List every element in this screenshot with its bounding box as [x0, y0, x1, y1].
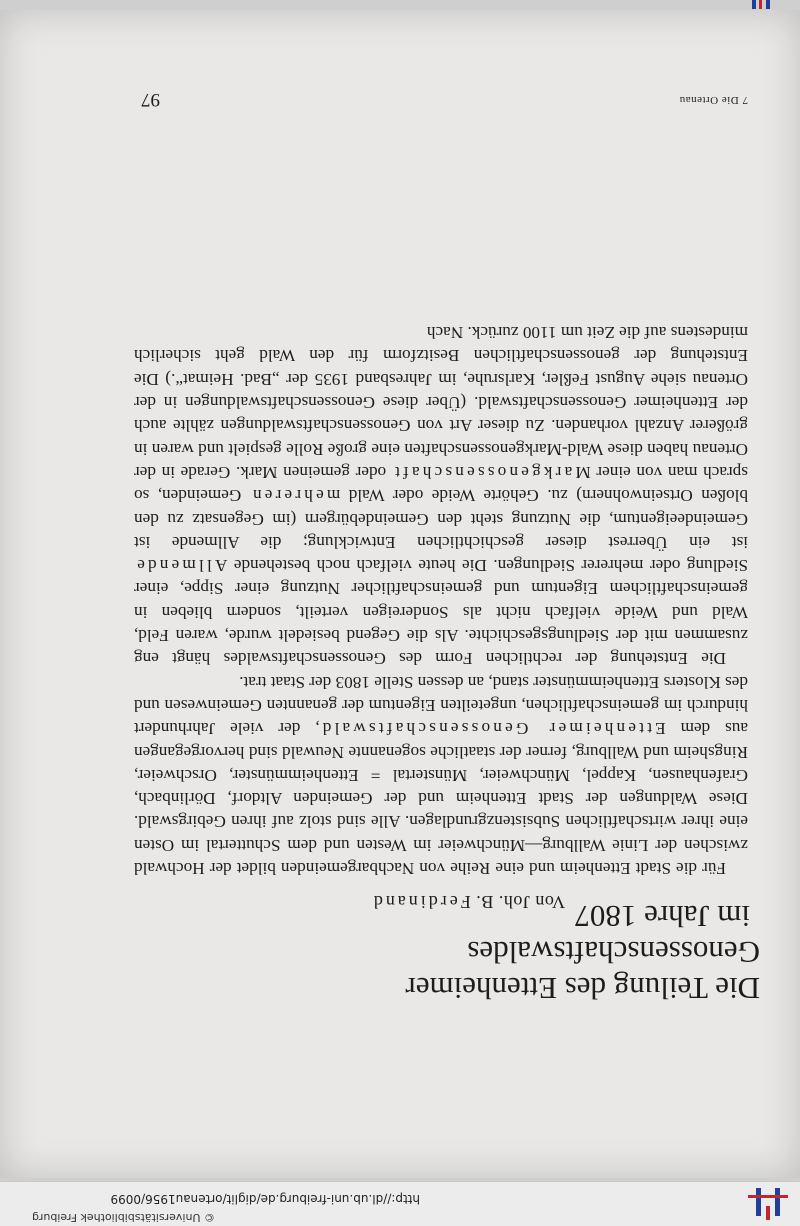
- paragraph-2-spaced-term-mehreren: mehreren: [249, 486, 341, 506]
- viewer-toolbar: [0, 1181, 800, 1226]
- logo-fragment-icon: [752, 0, 770, 9]
- paragraph-2-text-e: Gemeinden, so sprach man von einer: [134, 462, 748, 506]
- author-prefix: Von Joh. B.: [475, 892, 565, 912]
- library-logo-icon: [748, 1188, 788, 1220]
- copyright-notice: © Universitätsbibliothek Freiburg: [32, 1211, 215, 1224]
- author-name: Ferdinand: [370, 892, 471, 912]
- paragraph-2-text-c: ist ein Überrest dieser geschichtlichen Entwicklung; die Allmende ist Gemeindeeigentum, die Nutzung steht den Gemeindebürgern (im Gegensatz zu den bloßen Ortseinwohnern) zu. Gehörte Weide oder Wald: [134, 486, 748, 552]
- paragraph-2-text-a: Die Entstehung der rechtlichen Form des Genossenschaftswaldes hängt eng zusammen mit der Siedlungsgeschichte. Als die Gegend besiedelt wurde, waren Feld, Wald und Weide vielfach nicht als Sondereigen verteilt, sondern blieben in gemeinschaftlichem Eigentum und gemeinschaftlicher Nutzung einer Sippe, einer Siedlung oder mehrerer Siedlungen. Die heute vielfach noch bestehende: [134, 556, 748, 669]
- paragraph-1-text-c: , der viele Jahrhundert hindurch im gemeinschaftlichen, ungeteilten Eigentum der genannten Gemeinwesen und des Klosters Ettenheimmünster stand, an dessen Stelle 1803 der Staat trat.: [134, 672, 748, 739]
- paragraph-1-text-a: Für die Stadt Ettenheim und eine Reihe von Nachbargemeinden bildet der Hochwald zwischen der Linie Wallburg—Münchweier im Westen und dem Schuttertal im Osten eine ihrer wirtschaftlichen Subsistenzgrundlagen. Alle sind stolz auf ihren Gebirgswald. Diese Waldungen der Stadt Ettenheim und der Gemeinden Altdorf, Dörlinbach, Grafenhausen, Kappel, Münchweier, Münstertal = Ettenheimmünster, Orschweier, Ringsheim und Wallburg, ferner der staatliche sogenannte Neuwald sind hervorgegangen aus dem: [134, 719, 748, 878]
- viewer-bottom-strip: [0, 0, 800, 10]
- page-number: 97: [141, 89, 160, 110]
- paragraph-2-spaced-term-allmende: Allmende: [133, 556, 228, 576]
- article-title-line-1: Die Teilung des Ettenheimer Genossenschaftswaldes: [405, 935, 760, 1006]
- article-author: [371, 891, 565, 912]
- paragraph-2-text-g: oder gemeinen Mark. Gerade in der Ortenau haben diese Wald-Markgenossenschaften eine große Rolle gespielt und waren in größerer Anzahl vorhanden. Zu dieser Art von Genossenschaftswaldungen zählte auch der Ettenheimer Genossenschaftswald. (Über diese Genossenschaftswaldungen in der Ortenau siehe August Feßler, Karlsruhe, im Jahresband 1935 der „Bad. Heimat“.) Die Entstehung der genossenschaftlichen Besitzform für den Wald geht sicherlich mindestens auf die Zeit um 1100 zurück. Nach: [134, 323, 748, 482]
- paragraph-2-spaced-term-markgenossenschaft: Markgenossenschaft: [391, 462, 591, 482]
- article-title-line-2: im Jahre 1807: [574, 899, 750, 934]
- paragraph-1-spaced-term: Ettenheimer Genossenschaftswald: [319, 719, 666, 739]
- document-url-link[interactable]: http://dl.ub.uni-freiburg.de/diglit/ortenau1956/0099: [110, 1192, 420, 1206]
- signature-mark: 7 Die Ortenau: [679, 94, 748, 106]
- paragraph-1: [134, 670, 748, 880]
- paragraph-2: [134, 321, 748, 670]
- article-title: [140, 898, 760, 1006]
- article-body: [134, 321, 748, 880]
